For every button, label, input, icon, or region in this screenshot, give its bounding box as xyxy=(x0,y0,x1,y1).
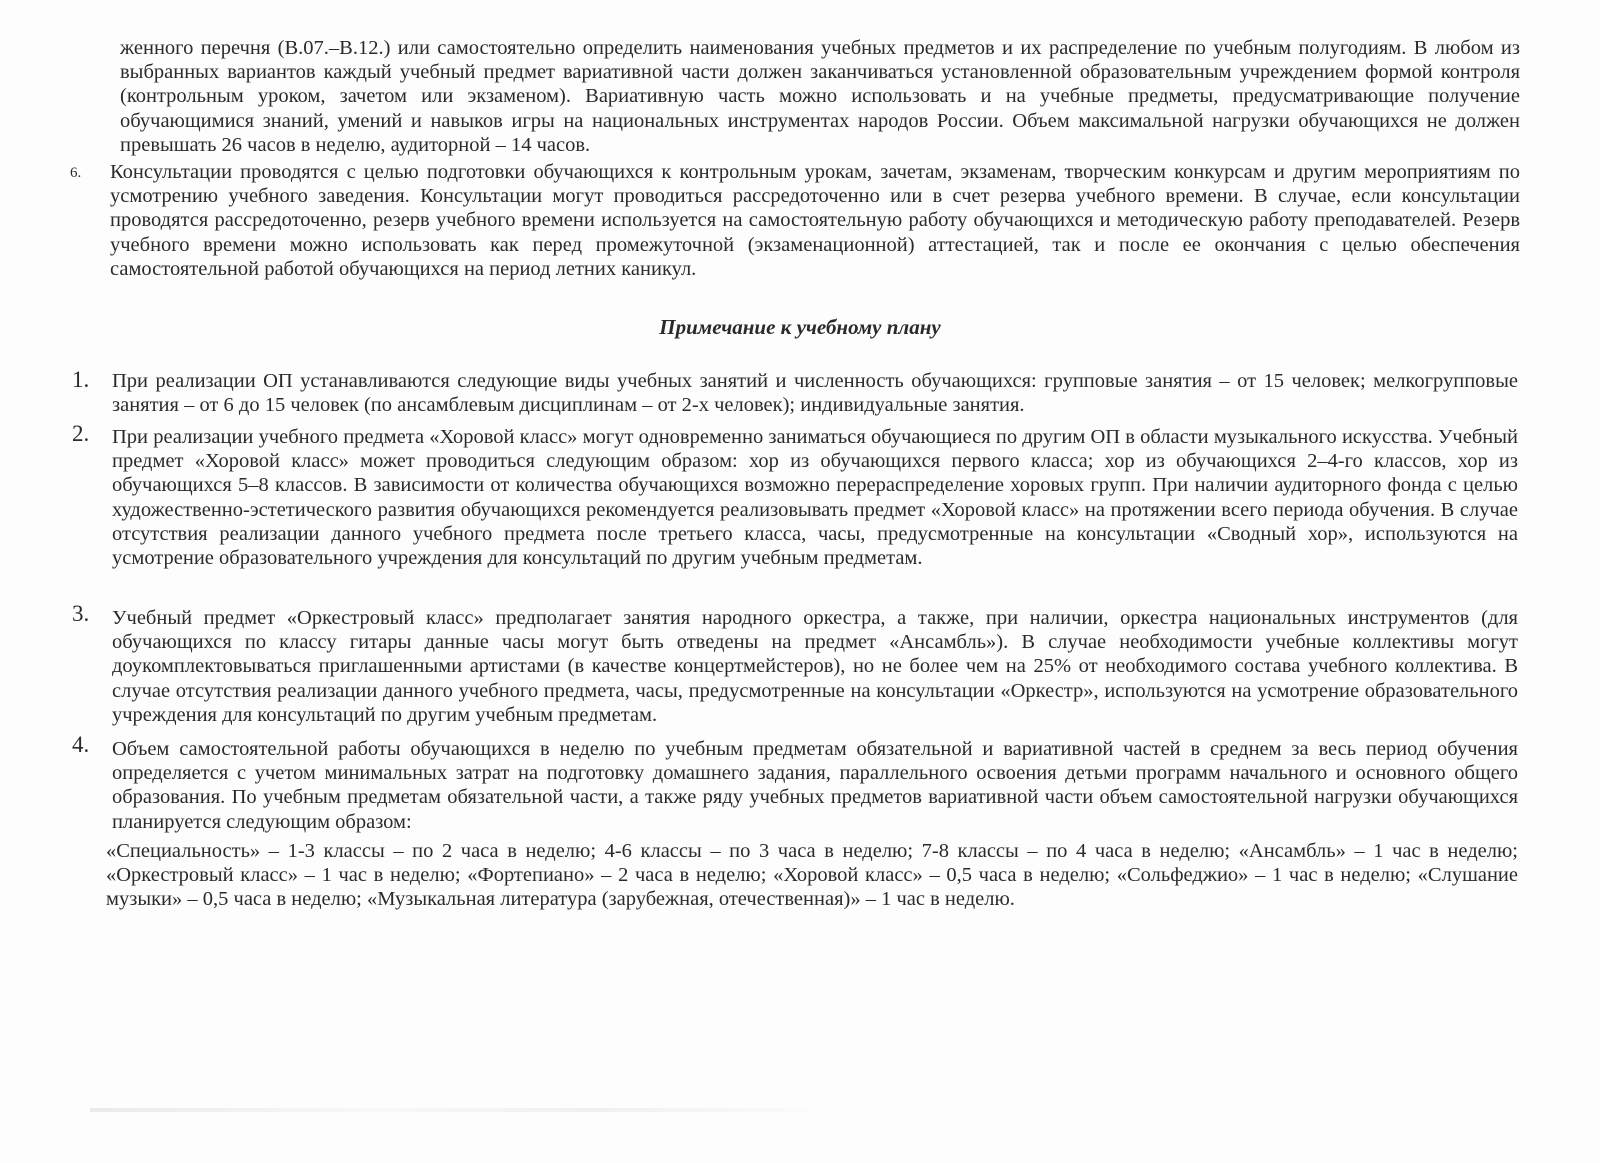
item-6-number: 6. xyxy=(70,165,82,181)
note-4-number: 4. xyxy=(72,732,90,757)
note-1-text: При реализации ОП устанавливаются следующие виды учебных занятий и численность обучающихся: групповые занятия – от 15 человек; мелкогрупповые занятия – от 6 до 15 человек (по ансамблевым дисциплинам – от 2-х человек); индивидуальные занятия. xyxy=(112,370,1518,417)
item-6-text: Консультации проводятся с целью подготовки обучающихся к контрольным урокам, зачетам, экзаменам, творческим конкурсам и другим мероприятиям по усмотрению учебного заведения. Консультации могут проводиться рассредоточенно или в счет резерва учебного времени. В случае, если консультации проводятся рассредоточенно, резерв учебного времени используется на самостоятельную работу обучающихся и методическую работу преподавателей. Резерв учебного времени можно использовать как перед промежуточной (экзаменационной) аттестацией, так и после ее окончания с целью обеспечения самостоятельной работой обучающихся на период летних каникул. xyxy=(110,161,1520,280)
scan-artifact xyxy=(90,1108,810,1112)
note-4-hours-list: «Специальность» – 1-3 классы – по 2 часа в неделю; 4-6 классы – по 3 часа в неделю; 7-8 классы – по 4 часа в неделю; «Ансамбль» – 1 час в неделю; «Оркестровый класс» – 1 час в неделю; «Фортепиано» – 2 часа в неделю; «Хоровой класс» – 0,5 часа в неделю; «Сольфеджио» – 1 час в неделю; «Слушание музыки» – 0,5 часа в неделю; «Музыкальная литература (зарубежная, отечественная)» – 1 час в неделю. xyxy=(106,840,1518,911)
note-2-text: При реализации учебного предмета «Хоровой класс» могут одновременно заниматься обучающиеся по другим ОП в области музыкального искусства. Учебный предмет «Хоровой класс» может проводиться следующим образом: хор из обучающихся первого класса; хор из обучающихся 2–4-го классов, хор из обучающихся 5–8 классов. В зависимости от количества обучающихся возможно перераспределение хоровых групп. При наличии аудиторного фонда с целью художественно-эстетического развития обучающихся рекомендуется реализовывать предмет «Хоровой класс» на протяжении всего периода обучения. В случае отсутствия реализации данного учебного предмета после третьего класса, часы, предусмотренные на консультации «Сводный хор», используются на усмотрение образовательного учреждения для консультаций по другим учебным предметам. xyxy=(112,426,1518,570)
section-heading: Примечание к учебному плану xyxy=(659,315,941,339)
note-3-number: 3. xyxy=(72,601,90,626)
note-2-number: 2. xyxy=(72,421,90,446)
note-1-number: 1. xyxy=(72,367,90,392)
continuation-paragraph: женного перечня (В.07.–В.12.) или самостоятельно определить наименования учебных предметов и их распределение по учебным полугодиям. В любом из выбранных вариантов каждый учебный предмет вариативной части должен заканчиваться установленной образовательным учреждением формой контроля (контрольным уроком, зачетом или экзаменом). Вариативную часть можно использовать и на учебные предметы, предусматривающие получение обучающимися знаний, умений и навыков игры на национальных инструментах народов России. Объем максимальной нагрузки обучающихся не должен превышать 26 часов в неделю, аудиторной – 14 часов. xyxy=(120,37,1520,156)
note-4-text: Объем самостоятельной работы обучающихся в неделю по учебным предметам обязательной и вариативной частей в среднем за весь период обучения определяется с учетом минимальных затрат на подготовку домашнего задания, параллельного освоения детьми программ начального и основного общего образования. По учебным предметам обязательной части, а также ряду учебных предметов вариативной части объем самостоятельной нагрузки обучающихся планируется следующим образом: xyxy=(112,738,1518,833)
note-3-text: Учебный предмет «Оркестровый класс» предполагает занятия народного оркестра, а также, при наличии, оркестра национальных инструментов (для обучающихся по классу гитары данные часы могут быть отведены на предмет «Ансамбль»). В случае необходимости учебные коллективы могут доукомплектовываться приглашенными артистами (в качестве концертмейстеров), но не более чем на 25% от необходимого состава учебного коллектива. В случае отсутствия реализации данного учебного предмета, часы, предусмотренные на консультации «Оркестр», используются на усмотрение образовательного учреждения для консультаций по другим учебным предметам. xyxy=(112,607,1518,726)
